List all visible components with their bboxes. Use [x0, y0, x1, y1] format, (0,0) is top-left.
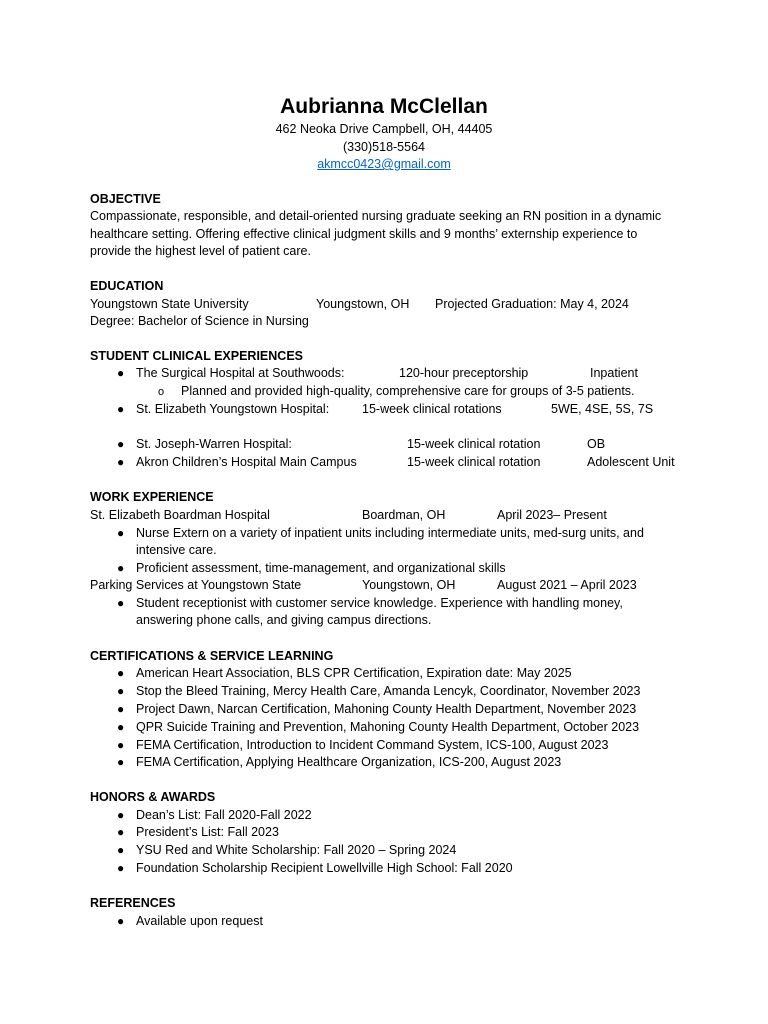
honors-heading: HONORS & AWARDS [90, 790, 216, 804]
bullet-icon: ● [117, 843, 125, 857]
clinical-unit: OB [587, 437, 606, 451]
clinical-duration: 15-week clinical rotation [407, 437, 541, 451]
honor-item: President’s List: Fall 2023 [136, 825, 279, 839]
bullet-icon: ● [117, 684, 125, 698]
bullet-icon: ● [117, 861, 125, 875]
objective-line: provide the highest level of patient care. [90, 244, 311, 258]
phone: (330)518-5564 [342, 140, 425, 154]
honor-item: Foundation Scholarship Recipient Lowellville High School: Fall 2020 [136, 861, 513, 875]
job-employer: St. Elizabeth Boardman Hospital [90, 508, 270, 522]
objective-line: Compassionate, responsible, and detail-oriented nursing graduate seeking an RN position in a dynamic [90, 209, 662, 223]
clinical-heading: STUDENT CLINICAL EXPERIENCES [90, 349, 303, 363]
bullet-icon: ● [117, 720, 125, 734]
clinical-unit: Adolescent Unit [587, 455, 675, 469]
objective-heading: OBJECTIVE [90, 192, 161, 206]
job-dates: August 2021 – April 2023 [497, 578, 637, 592]
certification-item: FEMA Certification, Applying Healthcare Organization, ICS-200, August 2023 [136, 755, 562, 769]
email-link[interactable]: akmcc0423@gmail.com [317, 157, 451, 171]
bullet-icon: ● [117, 666, 125, 680]
clinical-sub-item: Planned and provided high-quality, comprehensive care for groups of 3-5 patients. [181, 384, 635, 398]
clinical-unit: 5WE, 4SE, 5S, 7S [551, 402, 654, 416]
bullet-icon: ● [117, 561, 125, 575]
clinical-site: Akron Children’s Hospital Main Campus [136, 455, 357, 469]
job-bullet-line: intensive care. [136, 543, 217, 557]
honor-item: Dean’s List: Fall 2020-Fall 2022 [136, 808, 312, 822]
clinical-duration: 120-hour preceptorship [399, 366, 529, 380]
bullet-icon: ● [117, 437, 125, 451]
work-heading: WORK EXPERIENCE [90, 490, 214, 504]
circle-bullet-icon: o [158, 386, 165, 398]
certification-item: Project Dawn, Narcan Certification, Mahoning County Health Department, November 2023 [136, 702, 637, 716]
honor-item: YSU Red and White Scholarship: Fall 2020 – Spring 2024 [136, 843, 457, 857]
bullet-icon: ● [117, 755, 125, 769]
bullet-icon: ● [117, 808, 125, 822]
certification-item: QPR Suicide Training and Prevention, Mahoning County Health Department, October 2023 [136, 720, 640, 734]
certification-item: American Heart Association, BLS CPR Certification, Expiration date: May 2025 [136, 666, 572, 680]
education-graduation: Projected Graduation: May 4, 2024 [435, 297, 629, 311]
address: 462 Neoka Drive Campbell, OH, 44405 [275, 122, 493, 136]
job-location: Youngstown, OH [362, 578, 456, 592]
clinical-site: The Surgical Hospital at Southwoods: [136, 366, 345, 380]
job-bullet-line: Student receptionist with customer service knowledge. Experience with handling money, [136, 596, 623, 610]
job-dates: April 2023– Present [497, 508, 607, 522]
clinical-duration: 15-week clinical rotation [407, 455, 541, 469]
certification-item: Stop the Bleed Training, Mercy Health Care, Amanda Lencyk, Coordinator, November 2023 [136, 684, 641, 698]
bullet-icon: ● [117, 825, 125, 839]
references-heading: REFERENCES [90, 896, 176, 910]
education-degree: Degree: Bachelor of Science in Nursing [90, 314, 309, 328]
certifications-heading: CERTIFICATIONS & SERVICE LEARNING [90, 649, 334, 663]
clinical-site: St. Elizabeth Youngstown Hospital: [136, 402, 330, 416]
objective-line: healthcare setting. Offering effective clinical judgment skills and 9 months’ externship experience to [90, 227, 638, 241]
job-bullet-line: Proficient assessment, time-management, and organizational skills [136, 561, 506, 575]
clinical-unit: Inpatient [590, 366, 638, 380]
bullet-icon: ● [117, 914, 125, 928]
bullet-icon: ● [117, 702, 125, 716]
certification-item: FEMA Certification, Introduction to Incident Command System, ICS-100, August 2023 [136, 738, 609, 752]
email-wrapper [0, 156, 768, 174]
bullet-icon: ● [117, 366, 125, 380]
education-school: Youngstown State University [90, 297, 249, 311]
bullet-icon: ● [117, 526, 125, 540]
reference-item: Available upon request [136, 914, 263, 928]
clinical-duration: 15-week clinical rotations [362, 402, 502, 416]
job-bullet-line: Nurse Extern on a variety of inpatient units including intermediate units, med-surg units, and [136, 526, 644, 540]
job-employer: Parking Services at Youngstown State [90, 578, 302, 592]
education-location: Youngstown, OH [316, 297, 410, 311]
bullet-icon: ● [117, 738, 125, 752]
job-location: Boardman, OH [362, 508, 446, 522]
education-heading: EDUCATION [90, 279, 164, 293]
job-bullet-line: answering phone calls, and giving campus directions. [136, 613, 432, 627]
bullet-icon: ● [117, 455, 125, 469]
bullet-icon: ● [117, 596, 125, 610]
bullet-icon: ● [117, 402, 125, 416]
clinical-site: St. Joseph-Warren Hospital: [136, 437, 292, 451]
applicant-name: Aubrianna McClellan [280, 95, 488, 118]
